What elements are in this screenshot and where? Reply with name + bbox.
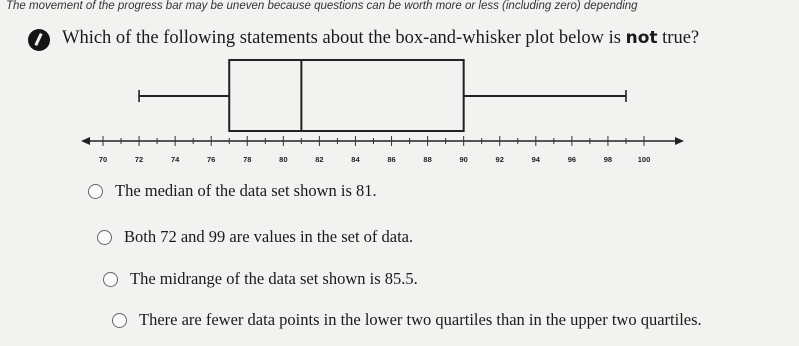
option-label: Both 72 and 99 are values in the set of data. <box>124 227 414 246</box>
question-text-before: Which of the following statements about the box-and-whisker plot below is <box>62 28 626 48</box>
tick-label: 76 <box>207 155 216 164</box>
tick-label: 94 <box>531 155 540 164</box>
tick-label: 72 <box>134 155 144 164</box>
tick-label: 96 <box>567 155 577 164</box>
radio-button[interactable] <box>97 230 112 245</box>
option-c[interactable] <box>103 269 418 289</box>
iqr-box <box>229 60 463 131</box>
radio-button[interactable] <box>112 313 127 328</box>
option-a[interactable] <box>88 181 377 201</box>
option-b[interactable] <box>97 227 413 247</box>
tick-label: 78 <box>243 155 252 164</box>
option-d[interactable] <box>112 310 702 330</box>
tick-label: 82 <box>315 155 324 164</box>
right-arrow-icon <box>675 137 684 145</box>
question-text-after: true? <box>657 28 700 48</box>
tick-label: 90 <box>459 155 468 164</box>
tick-label: 100 <box>637 155 651 164</box>
tick-label: 88 <box>423 155 432 164</box>
radio-button[interactable] <box>103 272 118 287</box>
option-label: The median of the data set shown is 81. <box>115 181 377 200</box>
option-label: The midrange of the data set shown is 85.5. <box>130 269 418 288</box>
left-arrow-icon <box>81 137 90 145</box>
question-emphasis: not <box>625 28 658 48</box>
tick-label: 84 <box>351 155 360 164</box>
tick-label: 98 <box>603 155 613 164</box>
tick-label: 86 <box>387 155 396 164</box>
tick-label: 92 <box>495 155 504 164</box>
radio-button[interactable] <box>88 184 103 199</box>
tick-label: 80 <box>279 155 288 164</box>
tick-label: 70 <box>98 155 108 164</box>
progress-note: The movement of the progress bar may be uneven because questions can be worth more or less (including zero) depending <box>6 0 638 12</box>
option-label: There are fewer data points in the lower two quartiles than in the upper two quartiles. <box>139 310 702 329</box>
tick-label: 74 <box>170 155 180 164</box>
